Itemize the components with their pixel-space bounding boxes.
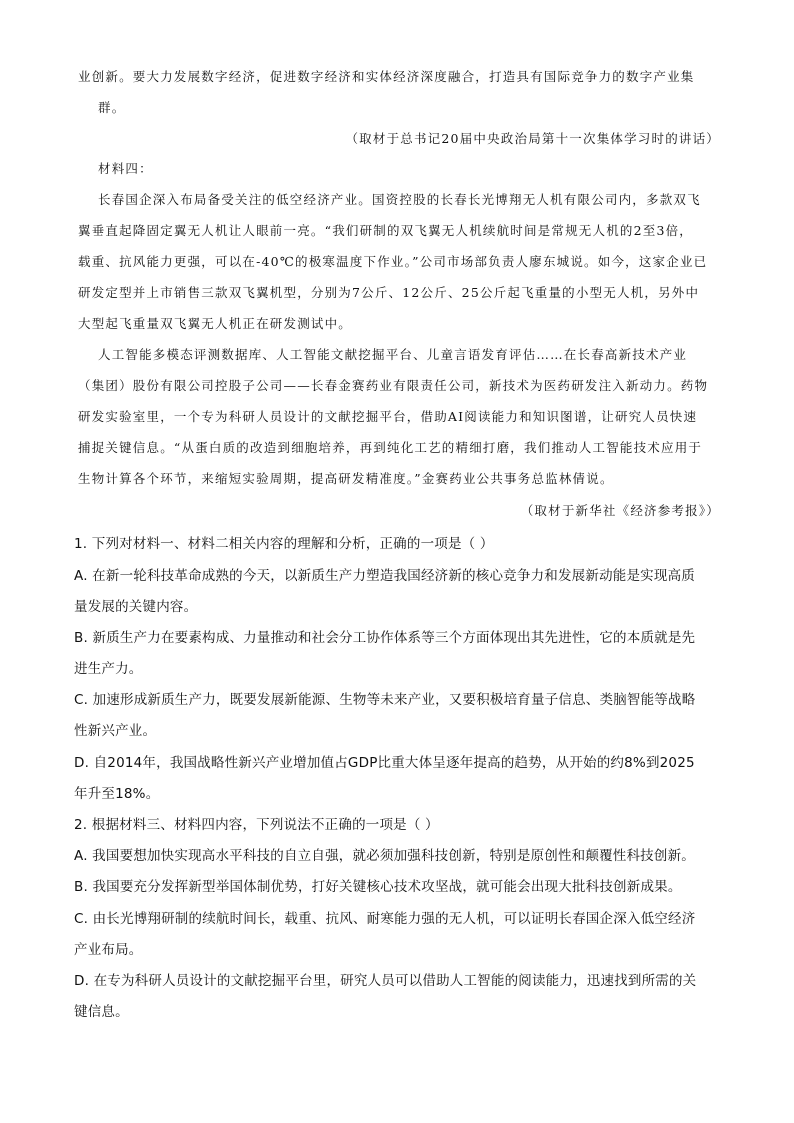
material4-para1-line: 载重、抗风能力更强，可以在-40℃的极寒温度下作业。”公司市场部负责人廖东城说。如今，这家企业已 (78, 254, 708, 269)
question1-stem: 1. 下列对材料一、材料二相关内容的理解和分析，正确的一项是（ ） (74, 536, 494, 552)
material4-source: （取材于新华社《经济参考报》） (520, 503, 720, 518)
material4-para2-line: 捕捉关键信息。“从蛋白质的改造到细胞培养，再到纯化工艺的精细打磨，我们推动人工智能技术应用于 (78, 440, 703, 455)
question2-option-c-cont: 产业布局。 (74, 942, 143, 958)
question1-option-d-cont: 年升至18%。 (74, 786, 160, 802)
question2-stem: 2. 根据材料三、材料四内容，下列说法不正确的一项是（ ） (74, 817, 439, 833)
question1-option-c-cont: 性新兴产业。 (74, 723, 157, 739)
question1-option-a: A. 在新一轮科技革命成熟的今天，以新质生产力塑造我国经济新的核心竞争力和发展新动能是实现高质 (74, 568, 695, 584)
question2-option-c: C. 由长光博翔研制的续航时间长，载重、抗风、耐寒能力强的无人机，可以证明长春国企深入低空经济 (74, 911, 696, 927)
material4-para1-line: 长春国企深入布局备受关注的低空经济产业。国资控股的长春长光博翔无人机有限公司内，多款双飞 (98, 192, 701, 207)
material4-label: 材料四： (98, 161, 153, 176)
material4-para1-line: 研发定型并上市销售三款双飞翼机型，分别为7公斤、12公斤、25公斤起飞重量的小型无人机，另外中 (78, 285, 700, 300)
question1-option-d: D. 自2014年，我国战略性新兴产业增加值占GDP比重大体呈逐年提高的趋势，从开始的约8%到2025 (74, 755, 695, 771)
material3-text-line: 业创新。要大力发展数字经济，促进数字经济和实体经济深度融合，打造具有国际竞争力的数字产业集 (78, 69, 695, 84)
question1-option-b-cont: 进生产力。 (74, 661, 143, 677)
material3-source: （取材于总书记20届中央政治局第十一次集体学习时的讲话） (345, 131, 720, 146)
material4-para2-line: 生物计算各个环节，来缩短实验周期，提高研发精准度。”金赛药业公共事务总监林倩说。 (78, 471, 614, 486)
question1-option-c: C. 加速形成新质生产力，既要发展新能源、生物等未来产业，又要积极培育量子信息、类脑智能等战略 (74, 692, 696, 708)
question2-option-d-cont: 键信息。 (74, 1004, 129, 1020)
material4-para1-line: 大型起飞重量双飞翼无人机正在研发测试中。 (78, 316, 353, 331)
material3-text-line: 群。 (98, 100, 126, 115)
question1-option-a-cont: 量发展的关键内容。 (74, 599, 198, 615)
question1-option-b: B. 新质生产力在要素构成、力量推动和社会分工协作体系等三个方面体现出其先进性，它的本质就是先 (74, 630, 696, 646)
question2-option-d: D. 在专为科研人员设计的文献挖掘平台里，研究人员可以借助人工智能的阅读能力，迅速找到所需的关 (74, 973, 697, 989)
material4-para1-line: 翼垂直起降固定翼无人机让人眼前一亮。“我们研制的双飞翼无人机续航时间是常规无人机的2至3倍， (78, 223, 693, 238)
question2-option-b: B. 我国要充分发挥新型举国体制优势，打好关键核心技术攻坚战，就可能会出现大批科技创新成果。 (74, 879, 682, 895)
material4-para2-line: 人工智能多模态评测数据库、人工智能文献挖掘平台、儿童言语发育评估……在长春高新技术产业 (98, 347, 688, 362)
question2-option-a: A. 我国要想加快实现高水平科技的自立自强，就必须加强科技创新，特别是原创性和颠覆性科技创新。 (74, 848, 695, 864)
material4-para2-line: 研发实验室里，一个专为科研人员设计的文献挖掘平台，借助AI阅读能力和知识图谱，让研究人员快速 (78, 409, 698, 424)
material4-para2-line: （集团）股份有限公司控股子公司——长春金赛药业有限责任公司，新技术为医药研发注入新动力。药物 (78, 378, 709, 393)
